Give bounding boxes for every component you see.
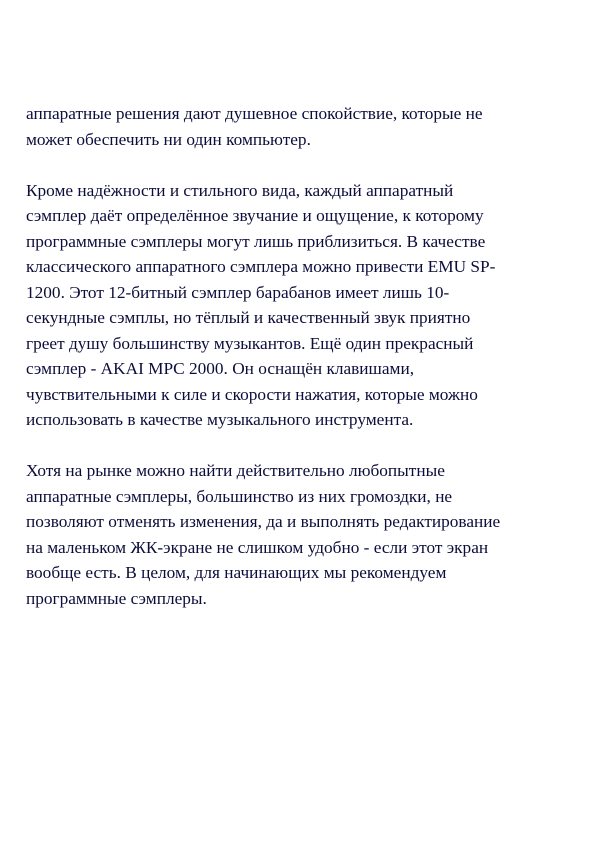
text-line: программные сэмплеры могут лишь приблизиться. В качестве <box>26 231 486 251</box>
text-line: чувствительными к силе и скорости нажатия, которые можно <box>26 384 478 404</box>
text-line: 1200. Этот 12-битный сэмплер барабанов имеет лишь 10- <box>26 282 450 302</box>
paragraph-2 <box>26 178 576 433</box>
text-line: аппаратные сэмплеры, большинство из них громоздки, не <box>26 486 453 506</box>
text-line: сэмплер - AKAI MPC 2000. Он оснащён клавишами, <box>26 359 415 378</box>
text-line: может обеспечить ни один компьютер. <box>26 129 311 149</box>
body-text <box>26 101 576 637</box>
paragraph-1 <box>26 101 576 152</box>
text-line: сэмплер даёт определённое звучание и ощущение, к которому <box>26 206 484 225</box>
text-line: на маленьком ЖК-экране не слишком удобно - если этот экран <box>26 537 489 557</box>
text-line: Кроме надёжности и стильного вида, каждый аппаратный <box>26 180 454 200</box>
text-line: позволяют отменять изменения, да и выполнять редактирование <box>26 512 501 531</box>
text-line: аппаратные решения дают душевное спокойствие, которые не <box>26 104 483 123</box>
text-line: вообще есть. В целом, для начинающих мы рекомендуем <box>26 563 447 582</box>
text-line: греет душу большинству музыкантов. Ещё один прекрасный <box>26 333 474 353</box>
text-line: классического аппаратного сэмплера можно привести EMU SP- <box>26 257 496 276</box>
text-line: программные сэмплеры. <box>26 588 207 608</box>
text-line: Хотя на рынке можно найти действительно любопытные <box>26 461 445 480</box>
paragraph-3 <box>26 458 576 611</box>
text-line: использовать в качестве музыкального инструмента. <box>26 410 414 429</box>
text-line: секундные сэмплы, но тёплый и качественный звук приятно <box>26 308 471 327</box>
